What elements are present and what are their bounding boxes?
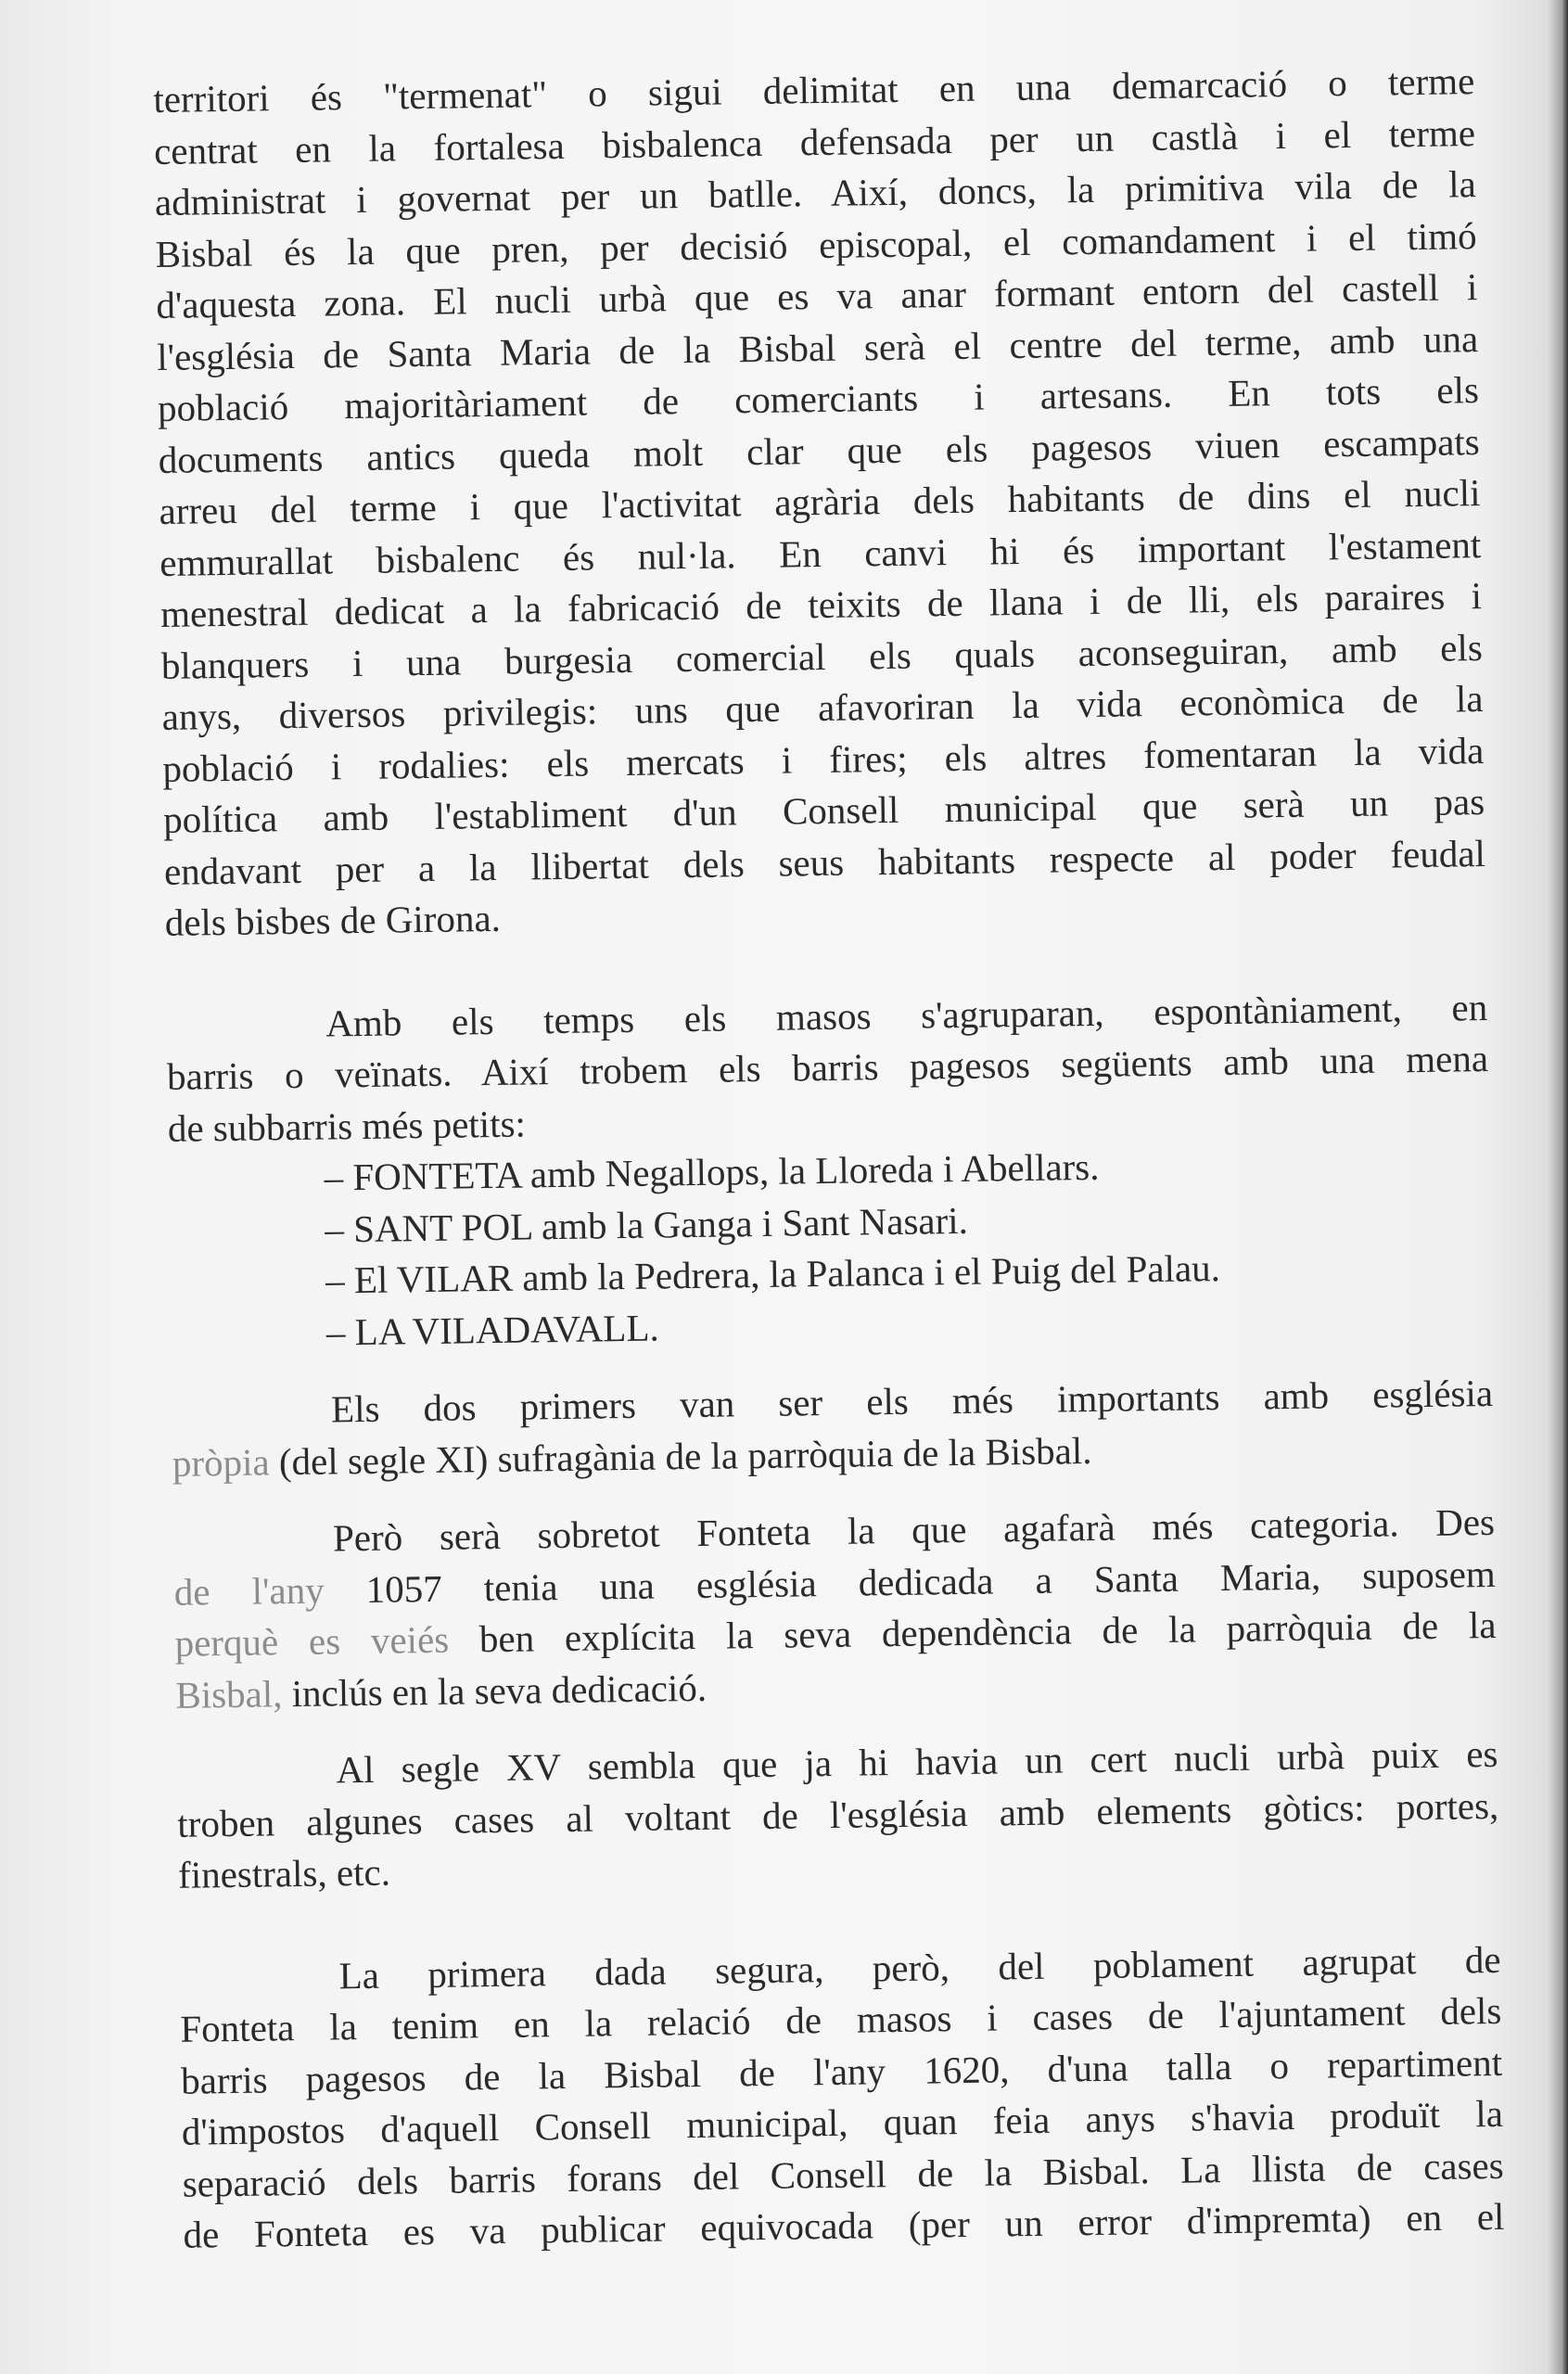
text-line: emmurallat bisbalenc és nul·la. En canvi hi és important l'estament (159, 522, 1482, 584)
list-item: – FONTETA amb Negallops, la Lloreda i Abellars. (324, 1144, 1100, 1199)
text-line: dels bisbes de Girona. (164, 896, 502, 944)
list-item: – SANT POL amb la Ganga i Sant Nasari. (325, 1198, 969, 1251)
text-line: centrat en la fortalesa bisbalenca defensada per un castlà i el terme (153, 110, 1476, 172)
text-line: Bisbal és la que pren, per decisió episcopal, el comandament i el timó (155, 213, 1477, 275)
paragraph-2 (166, 982, 1489, 1155)
faded-text: pròpia (172, 1439, 270, 1485)
text-span: (del segle XI) sufragània de la parròquia de la Bisbal. (269, 1428, 1092, 1483)
text-line: endavant per a la llibertat dels seus habitants respecte al poder feudal (163, 831, 1486, 893)
text-span: ben explícita la seva dependència de la parròquia de la (448, 1602, 1497, 1661)
text-line: blanquers i una burgesia comercial els quals aconseguiran, amb els (160, 625, 1484, 687)
text-line: d'impostos d'aquell Consell municipal, quan feia anys s'havia produït la (181, 2091, 1504, 2153)
paragraph-5 (176, 1729, 1499, 1901)
text-line: arreu del terme i que l'activitat agrària dels habitants de dins el nucli (159, 471, 1481, 532)
text-line: menestral dedicat a la fabricació de teixits de llana i de lli, els paraires i (159, 574, 1483, 635)
text-line: troben algunes cases al voltant de l'església amb elements gòtics: portes, (177, 1783, 1499, 1845)
text-line: població i rodalies: els mercats i fires; els altres fomentaran la vida (162, 728, 1485, 790)
text-span: inclús en la seva dedicació. (282, 1666, 708, 1715)
text-line: Al segle XV sembla que ja hi havia un cert nucli urbà puix es (336, 1731, 1498, 1792)
barris-list (168, 1136, 1492, 1360)
text-line: territori és "termenat" o sigui delimitat en una demarcació o terme (153, 59, 1475, 121)
list-item: – LA VILADAVALL. (325, 1306, 660, 1354)
paragraph-1 (153, 56, 1486, 949)
list-item: – El VILAR amb la Pedrera, la Palanca i el Puig del Palau. (325, 1246, 1221, 1302)
text-line: La primera dada segura, però, del poblament agrupat de (338, 1937, 1501, 1997)
faded-text: de l'any (173, 1568, 325, 1614)
text-line: política amb l'establiment d'un Consell municipal que serà un pas (162, 780, 1485, 841)
text-line: d'aquesta zona. El nucli urbà que es va anar formant entorn del castell i (156, 265, 1478, 326)
text-line: barris o veïnats. Així trobem els barris pagesos següents amb una mena (166, 1037, 1489, 1098)
text-line: barris pagesos de la Bisbal de l'any 1620, d'una talla o repartiment (180, 2040, 1503, 2102)
text-line: població majoritàriament de comerciants i artesans. En tots els (157, 368, 1480, 429)
text-line: Amb els temps els masos s'agruparan, espontàniament, en (325, 985, 1488, 1044)
text-line: de Fonteta es va publicar equivocada (per un error d'impremta) en el (183, 2194, 1505, 2256)
text-line: anys, diversos privilegis: uns que afavoriran la vida econòmica de la (161, 677, 1484, 738)
text-line: Fonteta la tenim en la relació de masos i cases de l'ajuntament dels (180, 1988, 1502, 2050)
paragraph-6 (179, 1934, 1505, 2261)
paragraph-4 (173, 1497, 1498, 1721)
text-line: de subbarris més petits: (167, 1102, 527, 1150)
paragraph-3 (172, 1368, 1494, 1489)
text-line: Però serà sobretot Fonteta la que agafarà més categoria. Des (332, 1500, 1496, 1560)
text-line: Els dos primers van ser els més importants amb església (330, 1371, 1494, 1431)
faded-text: perquè es veiés (174, 1617, 450, 1665)
text-line: l'església de Santa Maria de la Bisbal serà el centre del terme, amb una (156, 316, 1479, 378)
text-span: 1057 tenia una església dedicada a Santa Maria, suposem (324, 1551, 1497, 1612)
text-line: documents antics queda molt clar que els pagesos viuen escampats (158, 419, 1480, 481)
text-line: finestrals, etc. (177, 1850, 391, 1896)
faded-text: Bisbal, (175, 1671, 283, 1717)
text-line: administrat i governat per un batlle. Així, doncs, la primitiva vila de la (154, 162, 1477, 223)
page-text (153, 56, 1505, 2261)
page-gutter-shadow (1548, 0, 1568, 2374)
text-line: separació dels barris forans del Consell de la Bisbal. La llista de cases (182, 2143, 1504, 2205)
